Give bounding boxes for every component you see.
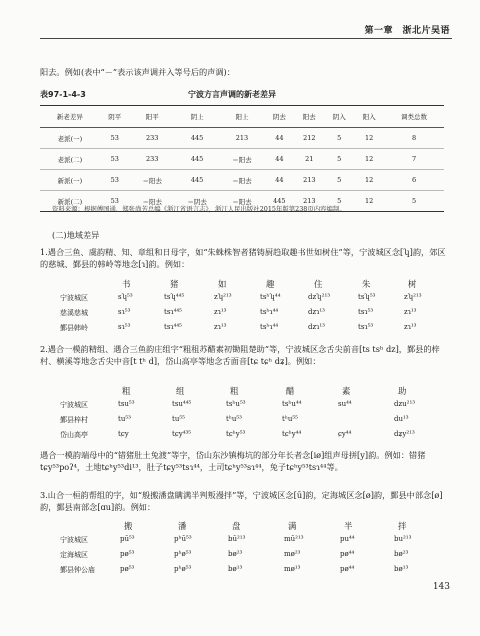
reading: sɿ⁵³ — [118, 323, 131, 331]
head-char: 拌 — [398, 521, 407, 531]
head-char: 组 — [176, 386, 185, 396]
place-label: 宁波城区 — [60, 294, 88, 302]
grid-row — [60, 308, 420, 323]
reading: sɿ⁵³ — [118, 308, 131, 316]
head-char: 住 — [314, 279, 323, 289]
head-char: 树 — [408, 279, 417, 289]
table-cell: ＝阳去 — [220, 170, 265, 191]
place-label: 宁波城区 — [60, 401, 88, 409]
column-header: 调类总数 — [384, 106, 444, 128]
place-label: 鄞县梓村 — [60, 416, 88, 424]
place-label: 宁波城区 — [60, 536, 88, 544]
table-cell: 44 — [264, 128, 294, 149]
reading: tsɿ⁵³ — [358, 308, 374, 316]
table-cell: 44 — [264, 170, 294, 191]
reading: tu⁵⁵ — [172, 415, 185, 423]
running-header: 第一章 浙北片吴语 — [364, 26, 450, 36]
reading: tsʰɿ⁴⁴ — [260, 323, 279, 331]
reading: pø⁴⁴ — [340, 565, 355, 573]
head-char: 趣 — [266, 279, 275, 289]
table-title: 宁波方言声调的新老差异 — [188, 90, 276, 99]
reading: bø²³ — [394, 550, 409, 558]
reading: du¹³ — [394, 415, 409, 423]
table-number: 表97-1-4-3 — [40, 90, 86, 99]
table-cell: 12 — [354, 191, 384, 212]
table-cell: 53 — [100, 170, 130, 191]
table-cell: 53 — [100, 128, 130, 149]
reading: dzʮ²¹³ — [308, 293, 331, 301]
reading: pū⁵³ — [120, 535, 135, 543]
reading: sʮ⁵³ — [118, 293, 133, 301]
grid-row — [60, 293, 420, 308]
table-cell: 5 — [324, 191, 354, 212]
reading: zɿ¹³ — [214, 323, 227, 331]
head-char: 素 — [342, 386, 351, 396]
reading: tsʰʮ⁴⁴ — [260, 293, 281, 301]
reading: pø⁴⁴ — [340, 550, 355, 558]
head-char: 潘 — [178, 521, 187, 531]
reading: tsɿ⁵³ — [358, 323, 374, 331]
column-header: 新老差异 — [40, 106, 100, 128]
table-cell: 5 — [384, 191, 444, 212]
reading: dzu²¹³ — [394, 400, 416, 408]
reading: ɕy⁴⁴ — [338, 430, 352, 438]
table-cell: 12 — [354, 149, 384, 170]
table-cell: 老派(一) — [40, 128, 100, 149]
paragraph-4: 3.山合一桓韵帮组的字，如“般搬潘盘瞒满半判叛漫拌”等，宁波城区念[ū]韵，定海城区念[ø]韵，鄞县中部念[ø]韵，鄞县南部念[ɑu]韵。例如： — [40, 490, 443, 512]
reading: zɿ¹³ — [404, 323, 417, 331]
grid-row — [60, 323, 420, 338]
head-char: 粗 — [230, 386, 239, 396]
reading: pu⁴⁴ — [340, 535, 355, 543]
table-cell: 新派(二) — [40, 191, 100, 212]
page-number: 143 — [432, 582, 450, 592]
column-header: 阴上 — [175, 106, 220, 128]
table-cell: 445 — [175, 128, 220, 149]
example-grid-2 — [60, 385, 420, 445]
reading: mø²³ — [284, 550, 301, 558]
reading: tsu⁵³ — [118, 400, 135, 408]
example-grid-3 — [60, 520, 420, 580]
table-cell: 5 — [324, 170, 354, 191]
reading: tɕʰy⁵³ — [226, 430, 246, 438]
grid-row — [60, 550, 420, 565]
reading: tʰu⁵⁵ — [282, 415, 298, 423]
grid-head-row — [60, 385, 420, 400]
reading: tsɿ⁴⁴⁵ — [164, 323, 182, 331]
table-cell: 445 — [175, 170, 220, 191]
paragraph-3: 遇合一模韵端母中的“错猪肚土兔渡”等字，岱山东沙镇梅坑的部分年长者念[iø]组声母拼[y]韵。例如：错猪tɕy⁵³poʔ⁴，土地tɕʰy⁵³di¹³，肚子tɕy⁵³tsɿ⁴⁴，土司tɕʰy⁵³sɿ⁴⁴，兔子tɕʰy⁵³tsɿ⁴⁴等。 — [40, 450, 426, 472]
grid-row — [60, 415, 420, 430]
reading: pø⁵³ — [120, 565, 135, 573]
table-cell: 212 — [294, 128, 324, 149]
reading: tsʮ⁴⁴⁵ — [164, 293, 185, 301]
table-cell: ＝阳去 — [220, 149, 265, 170]
table-cell: 7 — [384, 149, 444, 170]
reading: tsʮ⁵³ — [358, 293, 376, 301]
table-cell: 12 — [354, 128, 384, 149]
source-note: 资料来源：根据傅国通、郑张尚芳总编《浙江省语言志》，浙江人民出版社2015年版第238页内容编制。 — [52, 205, 346, 213]
reading: tsɿ⁴⁴⁵ — [164, 308, 182, 316]
table-cell: 213 — [220, 128, 265, 149]
reading: pʰø⁵³ — [174, 550, 192, 558]
place-label: 鄞县钟公庙 — [60, 566, 95, 574]
reading: mø¹³ — [284, 565, 301, 573]
table-cell: 8 — [384, 128, 444, 149]
reading: dzɿ¹³ — [308, 308, 325, 316]
table-row — [40, 128, 444, 149]
paragraph-1: 1.遇合三鱼、虞韵精、知、章组和日母字，如“朱蛛株智者猪铸厨趋取趣书世如树住”等，宁波城区念[ʮ]韵，郊区的慈城、鄞县的韩岭等地念[ɿ]韵。例如： — [40, 247, 446, 269]
table-cell: 6 — [384, 170, 444, 191]
table-cell: 21 — [294, 149, 324, 170]
table-cell: 12 — [354, 170, 384, 191]
reading: tsʰu⁴⁴ — [282, 400, 302, 408]
reading: tu⁵³ — [118, 415, 131, 423]
table-cell: 44 — [264, 149, 294, 170]
head-char: 搬 — [124, 521, 133, 531]
reading: zʮ²¹³ — [404, 293, 422, 301]
table-cell: 5 — [324, 128, 354, 149]
column-header: 阳平 — [130, 106, 175, 128]
reading: pʰū⁵³ — [174, 535, 192, 543]
head-char: 助 — [398, 386, 407, 396]
grid-row — [60, 535, 420, 550]
head-char: 醋 — [286, 386, 295, 396]
grid-row — [60, 430, 420, 445]
reading: tɕy — [118, 430, 129, 438]
column-header: 阳入 — [354, 106, 384, 128]
reading: zʮ²¹³ — [214, 293, 232, 301]
table-cell: ＝阳去 — [130, 170, 175, 191]
table-cell: 53 — [100, 191, 130, 212]
paragraph-2: 2.遇合一模韵精组、遇合三鱼韵庄组字“粗租苏醋素初锄阻楚助”等，宁波城区念舌尖前音[ts tsʰ dz]，鄞县的梓村、横溪等地念舌尖中音[t tʰ d]，岱山高亭等地念舌面音[tɕ tɕʰ dʑ]。例如： — [40, 344, 440, 366]
table-cell: ＝阳去 — [220, 191, 265, 212]
example-grid-1 — [60, 278, 420, 338]
reading: bø¹³ — [394, 565, 409, 573]
table-cell: 233 — [130, 149, 175, 170]
reading: dʑy²¹³ — [394, 430, 415, 438]
table-cell: 213 — [294, 170, 324, 191]
reading: zɿ¹³ — [214, 308, 227, 316]
reading: tsu⁴⁴⁵ — [172, 400, 192, 408]
table-cell: ＝阴去 — [175, 191, 220, 212]
reading: bø²³ — [228, 550, 243, 558]
grid-row — [60, 400, 420, 415]
reading: pø⁵³ — [120, 550, 135, 558]
head-char: 盘 — [232, 521, 241, 531]
table-cell: 445 — [175, 149, 220, 170]
table-cell: 445 — [264, 191, 294, 212]
reading: zɿ¹³ — [404, 308, 417, 316]
grid-head-row — [60, 520, 420, 535]
tone-table — [40, 105, 444, 212]
head-char: 半 — [344, 521, 353, 531]
reading: pʰø⁵³ — [174, 565, 192, 573]
column-header: 阳上 — [220, 106, 265, 128]
place-label: 慈溪慈城 — [60, 309, 88, 317]
head-char: 如 — [218, 279, 227, 289]
reading: tɕy⁴³⁵ — [172, 430, 192, 438]
reading: tʰu⁵³ — [226, 415, 242, 423]
reading: mū²¹³ — [284, 535, 304, 543]
place-label: 定海城区 — [60, 551, 88, 559]
table-header-row — [40, 106, 444, 128]
place-label: 鄞县韩岭 — [60, 324, 88, 332]
table-cell: ＝阳去 — [130, 191, 175, 212]
column-header: 阴去 — [264, 106, 294, 128]
grid-row — [60, 565, 420, 580]
table-row — [40, 149, 444, 170]
table-cell: 213 — [294, 191, 324, 212]
place-label: 岱山高亭 — [60, 431, 88, 439]
header-divider — [40, 38, 452, 39]
reading: su⁴⁴ — [338, 400, 352, 408]
head-char: 朱 — [362, 279, 371, 289]
table-cell: 53 — [100, 149, 130, 170]
head-char: 猪 — [170, 279, 179, 289]
intro-line: 阳去。例如(表中“－”表示该声调并入等号后的声调)： — [40, 67, 235, 77]
reading: dzɿ¹³ — [308, 323, 325, 331]
column-header: 阴入 — [324, 106, 354, 128]
head-char: 粗 — [122, 386, 131, 396]
reading: bū²¹³ — [228, 535, 246, 543]
section-title: (二)地域差异 — [52, 230, 100, 240]
reading: tɕʰy⁴⁴ — [282, 430, 302, 438]
table-cell: 5 — [324, 149, 354, 170]
table-row — [40, 170, 444, 191]
reading: tsʰɿ⁴⁴ — [260, 308, 279, 316]
table-cell: 新派(一) — [40, 170, 100, 191]
reading: bø¹³ — [228, 565, 243, 573]
table-cell: 老派(二) — [40, 149, 100, 170]
reading: bu²¹³ — [394, 535, 412, 543]
head-char: 满 — [288, 521, 297, 531]
reading: tsʰu⁵³ — [226, 400, 246, 408]
grid-head-row — [60, 278, 420, 293]
column-header: 阳去 — [294, 106, 324, 128]
column-header: 阴平 — [100, 106, 130, 128]
table-cell: 233 — [130, 128, 175, 149]
head-char: 书 — [122, 279, 131, 289]
